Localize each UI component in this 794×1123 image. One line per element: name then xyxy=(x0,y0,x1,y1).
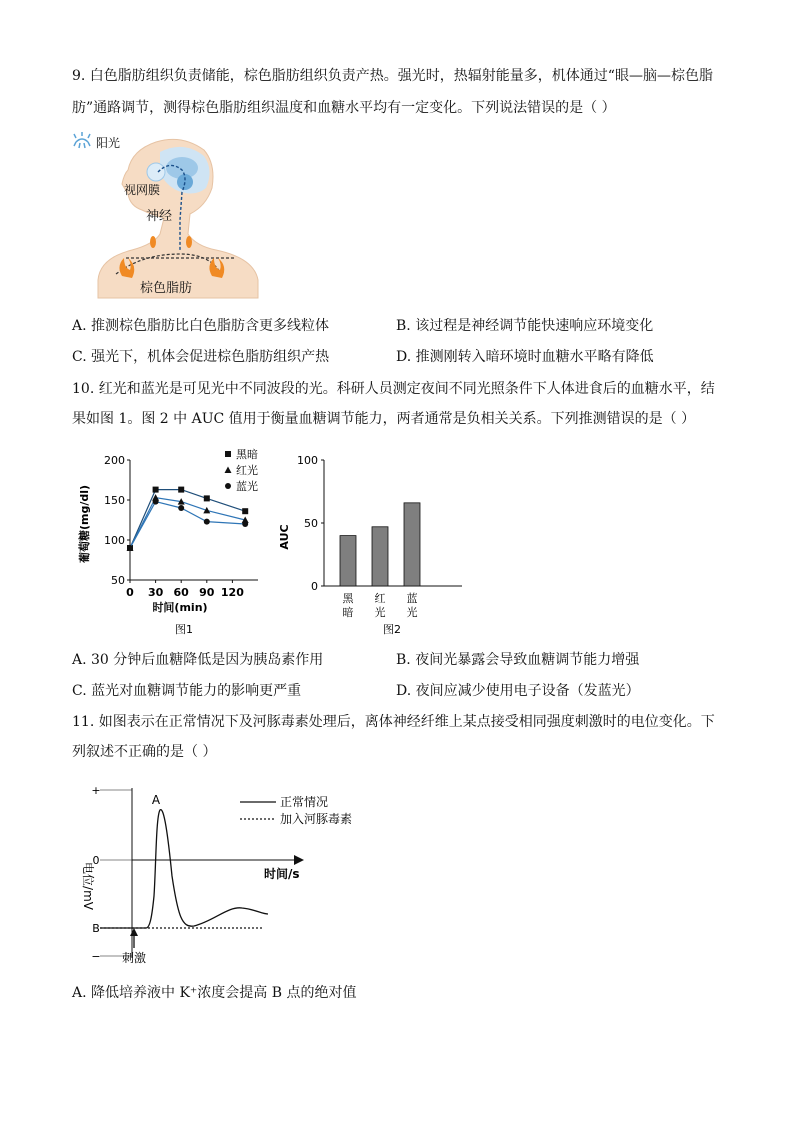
y-tick-label: 50 xyxy=(111,574,125,587)
y-tick-label: + xyxy=(91,784,101,797)
figure1-glucose-line-chart xyxy=(72,446,272,640)
q10-stem-line-2: 果如图 1。图 2 中 AUC 值用于衡量血糖调节能力，两者通常是负相关关系。下列推测错误的是（ ） xyxy=(72,411,696,427)
x-axis-label: 时间/s xyxy=(264,867,300,881)
q9-option-a[interactable]: A. 推测棕色脂肪比白色脂肪含更多线粒体 xyxy=(72,318,330,334)
y-axis-label: 电位/mV xyxy=(81,862,95,910)
y-axis-label: 葡萄糖(mg/dl) xyxy=(78,484,91,564)
q10-option-a[interactable]: A. 30 分钟后血糖降低是因为胰岛素作用 xyxy=(72,652,324,668)
q11-stem-line-2: 列叙述不正确的是（ ） xyxy=(72,744,217,760)
brown-fat-label: 棕色脂肪 xyxy=(140,281,193,296)
legend-marker-circle xyxy=(225,483,231,489)
action-potential-chart xyxy=(72,776,372,972)
data-point-circle xyxy=(242,521,248,527)
y-tick-label: 0 xyxy=(311,580,318,593)
q9-option-b[interactable]: B. 该过程是神经调节能快速响应环境变化 xyxy=(396,318,654,334)
q9-option-c[interactable]: C. 强光下，机体会促进棕色脂肪组织产热 xyxy=(72,349,330,365)
legend-label: 正常情况 xyxy=(280,795,329,809)
y-tick-label: 100 xyxy=(297,454,318,467)
figure2-auc-bar-chart xyxy=(276,446,476,640)
bar-红光 xyxy=(372,527,388,586)
y-tick-label: B xyxy=(92,922,100,935)
legend-marker-square xyxy=(225,451,231,457)
y-tick-label: 50 xyxy=(304,517,318,530)
bar-黑暗 xyxy=(340,536,356,586)
data-point-circle xyxy=(204,519,210,525)
q10-option-d[interactable]: D. 夜间应减少使用电子设备（发蓝光） xyxy=(396,683,640,699)
x-axis-arrow-icon xyxy=(294,855,304,865)
x-tick-label: 90 xyxy=(199,586,215,599)
category-label-char: 黑 xyxy=(342,592,354,605)
q9-stem-line-2: 肪”通路调节，测得棕色脂肪组织温度和血糖水平均有一定变化。下列说法错误的是（ ） xyxy=(72,100,616,116)
q9-stem-line-1: 9. 白色脂肪组织负责储能，棕色脂肪组织负责产热。强光时，热辐射能量多，机体通过“眼—脑—棕色脂 xyxy=(72,68,713,84)
bar-蓝光 xyxy=(404,503,420,586)
y-tick-label: 100 xyxy=(104,534,125,547)
legend-label: 红光 xyxy=(236,464,258,477)
category-label-char: 红 xyxy=(374,592,386,605)
y-tick-label: 200 xyxy=(104,454,125,467)
category-label-char: 蓝 xyxy=(406,592,418,605)
retina-label: 视网膜 xyxy=(124,183,161,197)
x-tick-label: 120 xyxy=(220,586,244,599)
x-axis-label: 时间(min) xyxy=(152,601,208,614)
q10-stem-line-1: 10. 红光和蓝光是可见光中不同波段的光。科研人员测定夜间不同光照条件下人体进食后的血糖水平，结 xyxy=(72,381,715,397)
data-point-square xyxy=(178,487,184,493)
data-point-circle xyxy=(127,545,133,551)
x-tick-label: 0 xyxy=(126,586,134,599)
q11-stem-line-1: 11. 如图表示在正常情况下及河豚毒素处理后，离体神经纤维上某点接受相同强度刺激时的电位变化。下 xyxy=(72,714,715,730)
stimulus-arrow-icon xyxy=(130,928,138,936)
legend-label: 蓝光 xyxy=(236,480,258,493)
q9-figure-eye-brain-fat-pathway xyxy=(72,130,272,302)
category-label-char: 暗 xyxy=(342,606,354,619)
figure1-caption: 图1 xyxy=(175,623,193,636)
eye-shape xyxy=(147,163,165,181)
y-axis-label: AUC xyxy=(278,524,291,550)
y-tick-label: 150 xyxy=(104,494,125,507)
peak-label-A: A xyxy=(151,793,161,807)
x-tick-label: 60 xyxy=(173,586,189,599)
q9-option-d[interactable]: D. 推测刚转入暗环境时血糖水平略有降低 xyxy=(396,349,654,365)
x-tick-label: 30 xyxy=(147,586,164,599)
data-point-square xyxy=(153,487,159,493)
q11-option-a[interactable]: A. 降低培养液中 K⁺浓度会提高 B 点的绝对值 xyxy=(72,985,357,1001)
data-point-circle xyxy=(178,505,184,511)
sunlight-label: 阳光 xyxy=(96,136,121,150)
legend-marker-triangle xyxy=(225,467,232,474)
data-point-circle xyxy=(153,499,159,505)
legend-label: 黑暗 xyxy=(236,448,258,461)
nerve-label: 神经 xyxy=(146,209,173,224)
sunlight-icon xyxy=(74,132,90,148)
y-tick-label: 0 xyxy=(92,854,100,867)
y-tick-label: − xyxy=(91,950,101,963)
figure2-caption: 图2 xyxy=(383,623,401,636)
category-label-char: 光 xyxy=(374,606,386,619)
data-point-square xyxy=(242,508,248,514)
data-point-square xyxy=(204,495,210,501)
q10-option-b[interactable]: B. 夜间光暴露会导致血糖调节能力增强 xyxy=(396,652,640,668)
q10-option-c[interactable]: C. 蓝光对血糖调节能力的影响更严重 xyxy=(72,683,302,699)
series-line-黑暗 xyxy=(130,490,245,548)
legend-label: 加入河豚毒素 xyxy=(280,812,353,826)
normal-curve-line xyxy=(100,810,268,928)
category-label-char: 光 xyxy=(406,606,418,619)
stimulus-label: 刺激 xyxy=(121,951,147,965)
